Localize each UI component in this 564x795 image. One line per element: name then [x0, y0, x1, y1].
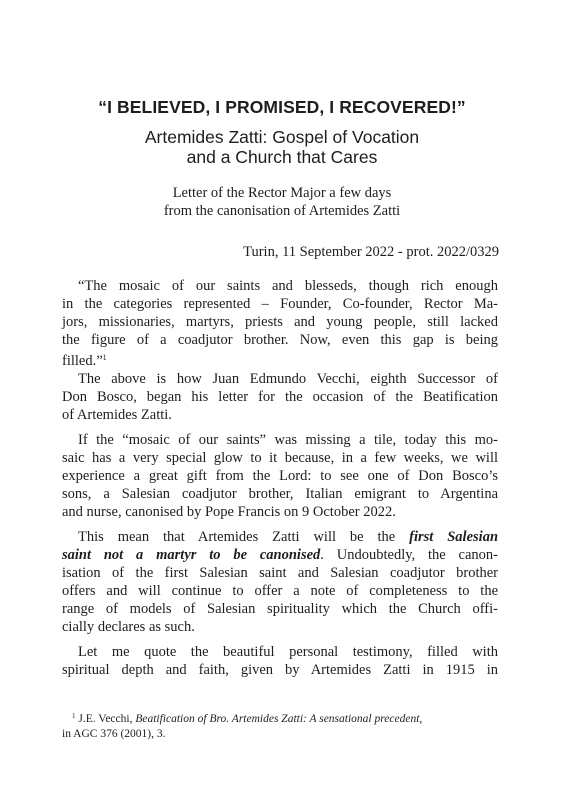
paragraph — [62, 431, 498, 521]
text-line: spiritual depth and faith, given by Artemides Zatti in 1915 in — [62, 662, 498, 678]
text-line: Let me quote the beautiful personal testimony, filled with — [78, 644, 498, 660]
footnote-line: in AGC 376 (2001), 3. — [62, 728, 166, 740]
footnote-cited-title: Beatification of Bro. Artemides Zatti: A sensational precedent, — [135, 713, 423, 725]
paragraph — [62, 643, 498, 679]
letter-body — [62, 277, 498, 679]
letter-heading — [20, 184, 544, 220]
subtitle-line: and a Church that Cares — [186, 147, 378, 167]
text-fragment: This mean that Artemides Zatti will be the — [78, 529, 410, 545]
text-line: cially declares as such. — [62, 619, 195, 635]
text-line: The above is how Juan Edmundo Vecchi, eighth Successor of — [78, 371, 498, 387]
text-line: offers and will continue to offer a note of completeness to the — [62, 583, 498, 599]
subtitle-line: Artemides Zatti: Gospel of Vocation — [144, 127, 420, 147]
page-subtitle — [20, 127, 544, 167]
text-line: If the “mosaic of our saints” was missing a tile, today this mo- — [78, 432, 498, 448]
text-line: sons, a Salesian coadjutor brother, Italian emigrant to Argentina — [62, 486, 498, 502]
text-line: and nurse, canonised by Pope Francis on 9 October 2022. — [62, 504, 396, 520]
paragraph — [62, 370, 498, 424]
text-line — [62, 349, 498, 370]
text-line: Don Bosco, began his letter for the occasion of the Beatification — [62, 389, 498, 405]
footnote-number: 1 — [72, 712, 76, 720]
emphasis-text: first Salesian — [409, 529, 499, 545]
page-title: “I BELIEVED, I PROMISED, I RECOVERED!” — [98, 97, 466, 117]
text-line: in the categories represented – Founder, Co-founder, Rector Ma- — [62, 296, 498, 312]
text-line: “The mosaic of our saints and blesseds, though rich enough — [78, 278, 498, 294]
paragraph — [62, 528, 498, 636]
dateline: Turin, 11 September 2022 - prot. 2022/0329 — [243, 244, 499, 260]
paragraph — [62, 277, 498, 370]
text-fragment: filled.” — [62, 353, 103, 369]
text-line — [62, 546, 498, 564]
text-line — [62, 528, 498, 546]
letter-heading-line: from the canonisation of Artemides Zatti — [163, 203, 401, 219]
text-line: experience a great gift from the Lord: to see one of Don Bosco’s — [62, 468, 498, 484]
text-line: the figure of a coadjutor brother. Now, even this gap is being — [62, 332, 498, 348]
text-line: jors, missionaries, martyrs, priests and young people, still lacked — [62, 314, 498, 330]
emphasis-text: saint not a martyr to be canonised — [62, 547, 321, 563]
text-line: saic has a very special glow to it because, in a few weeks, we will — [62, 450, 498, 466]
footnote — [62, 709, 498, 742]
text-line: isation of the first Salesian saint and Salesian coadjutor brother — [62, 565, 498, 581]
footnote-text: J.E. Vecchi, — [75, 713, 136, 725]
text-fragment: . Undoubtedly, the canon- — [320, 547, 498, 563]
text-line: of Artemides Zatti. — [62, 407, 172, 423]
footnote-line — [62, 709, 498, 727]
footnote-marker: 1 — [102, 353, 107, 362]
letter-heading-line: Letter of the Rector Major a few days — [172, 185, 392, 201]
text-line: range of models of Salesian spirituality which the Church offi- — [62, 601, 498, 617]
